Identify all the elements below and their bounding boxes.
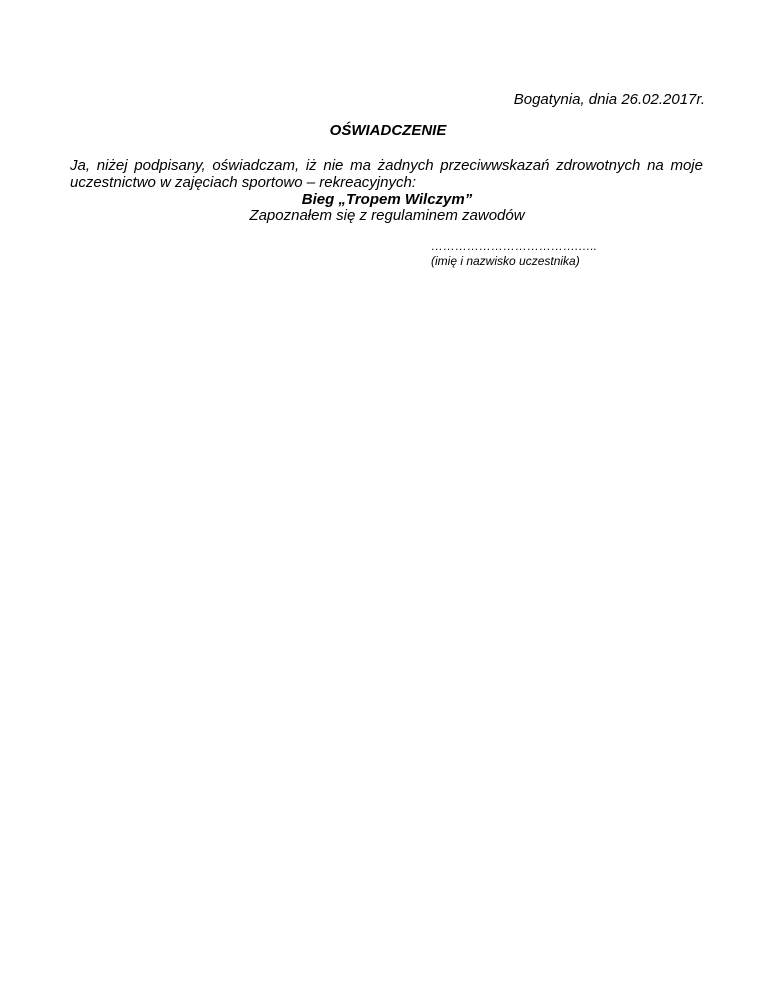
rules-acknowledgement: Zapoznałem się z regulaminem zawodów xyxy=(249,207,525,224)
declaration-text xyxy=(70,157,703,191)
signature-line: ……………………………….….. xyxy=(431,239,598,253)
event-name: Bieg „Tropem Wilczym” xyxy=(301,191,473,208)
place-and-date: Bogatynia, dnia 26.02.2017r. xyxy=(513,91,705,108)
declaration-line-2: uczestnictwo w zajęciach sportowo – rekreacyjnych: xyxy=(70,174,416,191)
document-title: OŚWIADCZENIE xyxy=(329,122,447,139)
signature-caption: (imię i nazwisko uczestnika) xyxy=(431,254,580,268)
declaration-line-1: Ja, niżej podpisany, oświadczam, iż nie ma żadnych przeciwwskazań zdrowotnych na moje xyxy=(70,157,703,174)
